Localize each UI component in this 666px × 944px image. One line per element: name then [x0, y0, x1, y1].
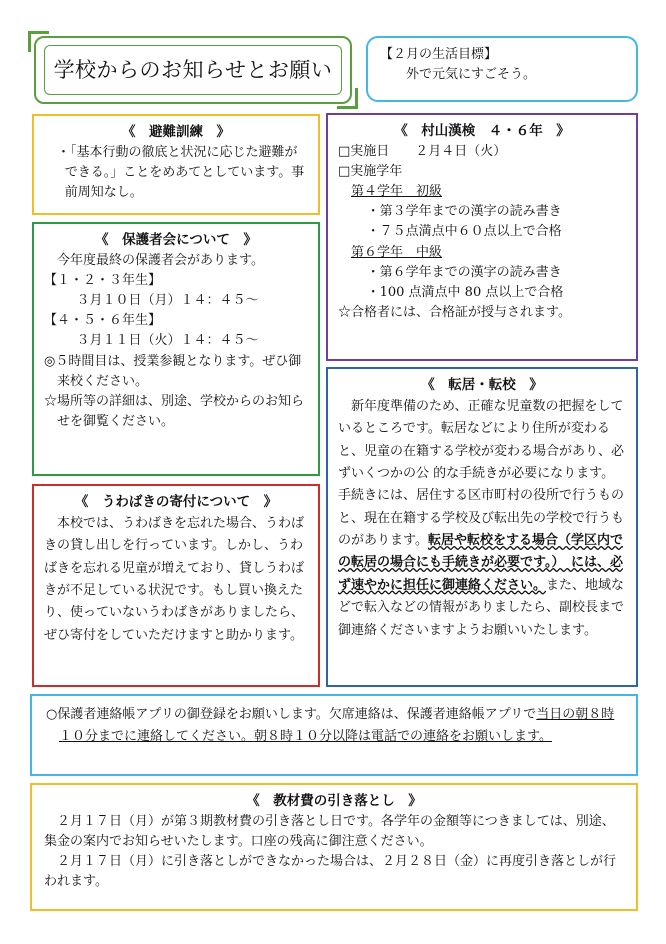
goal-box [366, 36, 638, 102]
goal-text: 外で元気にすごそう。 [406, 67, 537, 83]
kanji-grade6-item1: ・第６学年までの漢字の読み書き [366, 264, 562, 280]
shoes-section [32, 484, 320, 687]
transfer-body-end: また、地域などで転入などの情報がありましたら、副校長まで御連絡くださいますようお願いいたします。 [338, 577, 625, 638]
transfer-section [326, 367, 638, 687]
shoes-body: 本校では、うわばきを忘れた場合、うわばきの貸し出しを行っています。しかし、うわばきを忘れる児童が増えており、貸しうわばきが不足している状況です。もし買い換えたり、使っていないうわばきがありましたら、ぜひ寄付をしていただけますと助かります。 [44, 515, 305, 643]
kanji-grade6-title: 第６学年 中級 [351, 244, 443, 260]
pta-group1-label: 【１・２・３年生】 [44, 273, 162, 289]
shoes-heading: 《 うわばきの寄付について 》 [74, 494, 278, 510]
transfer-heading: 《 転居・転校 》 [421, 377, 543, 393]
title-banner [34, 36, 352, 104]
fee-para2: ２月１７日（月）に引き落としができなかった場合は、２月２８日（金）に再度引き落としが行われます。 [44, 854, 617, 890]
app-underline-text: 当日の朝８時１０分までに連絡してください。朝８時１０分以降は電話での連絡をお願いします。 [59, 707, 615, 745]
transfer-body [338, 396, 626, 642]
kanji-heading: 《 村山漢検 ４・６年 》 [394, 123, 570, 139]
pta-group2-label: 【４・５・６年生】 [44, 313, 162, 329]
kanji-grade-label: □実施学年 [338, 164, 403, 180]
fee-heading: 《 教材費の引き落とし 》 [246, 793, 422, 809]
kanji-section [326, 113, 638, 361]
pta-heading: 《 保護者会について 》 [95, 232, 257, 248]
app-section [30, 694, 638, 776]
pta-section [32, 222, 320, 476]
kanji-grade4-item2: ・７５点満点中６０点以上で合格 [366, 224, 562, 240]
evacuation-section [32, 114, 320, 215]
evacuation-bullet: ・「基本行動の徹底と状況に応じた避難ができる。」ことをめあてとしています。事前周知なし。 [57, 144, 305, 201]
transfer-emphasis: 転居や転校をする場合（学区内での転居の場合にも手続きが必要です。） には、必ず速やかに担任に御連絡ください。 [338, 533, 623, 593]
fee-para1: ２月１７日（月）が第３期教材費の引き落とし日です。各学年の金額等につきましては、別途、集金の案内でお知らせいたします。口座の残高に御注意ください。 [44, 813, 615, 850]
kanji-grade4-item1: ・第３学年までの漢字の読み書き [366, 204, 562, 220]
pta-group1-date: ３月１０日（月）１４：４５～ [76, 293, 259, 309]
kanji-grade6-item2: ・100 点満点中 80 点以上で合格 [366, 284, 564, 300]
pta-note-visit: ◎５時間目は、授業参観となります。ぜひ御来校ください。 [44, 353, 302, 389]
kanji-grade4-title: 第４学年 初級 [351, 184, 443, 200]
evacuation-heading: 《 避難訓練 》 [122, 124, 230, 140]
page-title: 学校からのお知らせとお願い [44, 45, 342, 95]
app-notice [46, 704, 622, 748]
pta-group2-date: ３月１１日（火）１４：４５～ [76, 333, 259, 349]
fee-section [30, 783, 638, 911]
pta-note-details: ☆場所等の詳細は、別途、学校からのお知らせを御覧ください。 [44, 393, 305, 430]
kanji-date: □実施日 ２月４日（火） [338, 143, 507, 159]
pta-intro: 今年度最終の保護者会があります。 [57, 252, 264, 268]
goal-heading: 【２月の生活目標】 [380, 47, 498, 62]
kanji-note: ☆合格者には、合格証が授与されます。 [338, 305, 571, 321]
app-text: ○保護者連絡帳アプリの御登録をお願いします。欠席連絡は、保護者連絡帳アプリで [46, 707, 537, 722]
transfer-body-text: 新年度準備のため、正確な児童数の把握をしているところです。転居などにより住所が変わると、児童の在籍する学校が変わる場合があり、必ずいくつかの公 的な手続きが必要になります。手続きには、居住する区市町村の役所で行うものと、現在在籍する学校及び転出先の学校で行うものがあります。 [338, 398, 625, 549]
